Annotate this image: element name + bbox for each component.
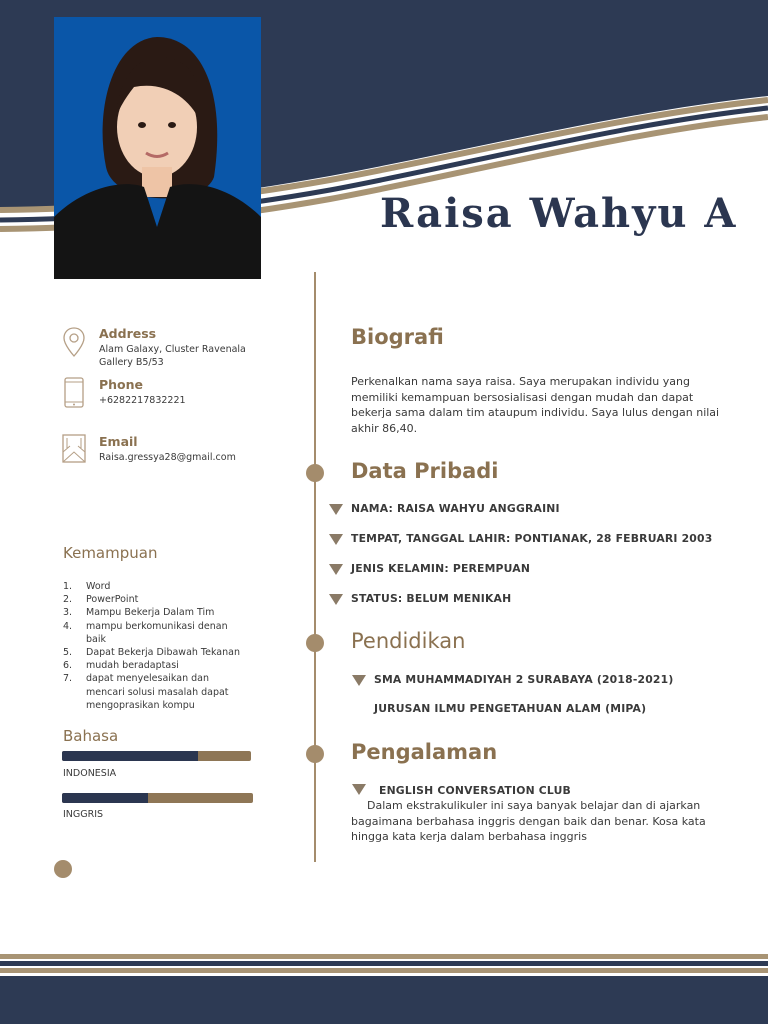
personal-data-item: NAMA: RAISA WAHYU ANGGRAINI (351, 502, 560, 515)
language-level-fill (62, 793, 148, 803)
footer-background (0, 948, 768, 1024)
list-item: 1. Word (63, 581, 111, 592)
list-item: 2. PowerPoint (63, 594, 139, 606)
timeline-dot (306, 745, 324, 763)
location-pin-icon (62, 326, 86, 358)
language-level-bar (62, 751, 251, 761)
experience-title: ENGLISH CONVERSATION CLUB (379, 784, 571, 797)
education-school: SMA MUHAMMADIYAH 2 SURABAYA (2018-2021) (374, 673, 674, 686)
bullet-triangle-icon (329, 504, 343, 515)
language-name: INGGRIS (63, 809, 104, 820)
education-major: JURUSAN ILMU PENGETAHUAN ALAM (MIPA) (374, 702, 647, 715)
personal-data-item: TEMPAT, TANGGAL LAHIR: PONTIANAK, 28 FEBRUARI 2003 (351, 532, 713, 545)
skills-list (63, 580, 263, 712)
bullet-triangle-icon (329, 594, 343, 605)
personal-data-item: STATUS: BELUM MENIKAH (351, 592, 512, 605)
candidate-name: Raisa Wahyu A (380, 190, 738, 237)
contact-value: Alam Galaxy, Cluster Ravenala Gallery B5/53 (99, 344, 246, 368)
language-level-bar (62, 793, 253, 803)
mail-icon (62, 434, 86, 466)
bullet-triangle-icon (329, 564, 343, 575)
personal-data-item: JENIS KELAMIN: PEREMPUAN (351, 562, 531, 575)
phone-icon (62, 377, 86, 409)
contact-label: Email (99, 434, 138, 449)
contact-label: Address (99, 326, 157, 341)
section-title-data-pribadi: Data Pribadi (351, 459, 499, 483)
bullet-triangle-icon (352, 675, 366, 686)
timeline-dot (306, 634, 324, 652)
list-item: 5. Dapat Bekerja Dibawah Tekanan (63, 647, 240, 659)
bullet-triangle-icon (352, 784, 366, 795)
list-item: 3. Mampu Bekerja Dalam Tim (63, 607, 215, 619)
bullet-triangle-icon (329, 534, 343, 545)
timeline-line (314, 272, 316, 862)
language-name: INDONESIA (63, 768, 117, 779)
biografi-text: Perkenalkan nama saya raisa. Saya merupakan individu yang memiliki kemampuan bersosialisasi dengan mudah dan dapat bekerja sama dalam tim ataupum individu. Saya lulus dengan nilai akhir 86,40. (351, 375, 720, 435)
profile-photo (54, 17, 261, 279)
skills-title: Kemampuan (63, 544, 158, 562)
list-item: 7. dapat menyelesaikan dan mencari solusi masalah dapat mengoprasikan kompu (63, 673, 229, 711)
contact-value: +6282217832221 (99, 395, 186, 406)
timeline-dot (306, 464, 324, 482)
list-item: 6. mudah beradaptasi (63, 660, 179, 672)
contact-value: Raisa.gressya28@gmail.com (99, 452, 236, 463)
languages-title: Bahasa (63, 727, 119, 745)
section-title-pengalaman: Pengalaman (351, 740, 498, 764)
decorative-dot (54, 860, 72, 878)
section-title-biografi: Biografi (351, 325, 444, 349)
language-level-fill (62, 751, 198, 761)
experience-text: Dalam ekstrakulikuler ini saya banyak belajar dan di ajarkan bagaimana berbahasa inggris dengan baik dan benar. Kosa kata hingga kata kerja dalam berbahasa inggris (351, 799, 706, 843)
contact-label: Phone (99, 377, 144, 392)
section-title-pendidikan: Pendidikan (351, 629, 466, 653)
list-item: 4. mampu berkomunikasi denan baik (63, 620, 228, 645)
